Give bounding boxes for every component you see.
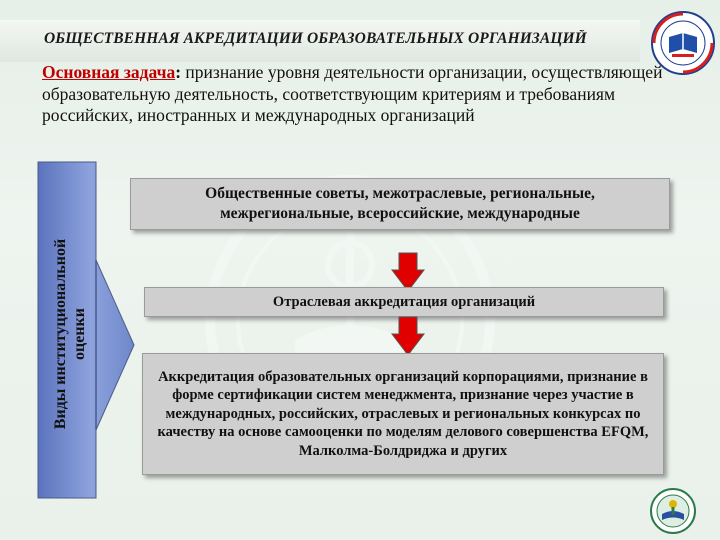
level-box-text: Аккредитация образовательных организаций корпорациями, признание в форме сертификации систем менеджмента, признание через участие в международных, российских, отраслевых и региональных конкурсах по качеству на основе самооценки по моделям делового совершенства EFQM, Малколма-Болдриджа и других	[157, 368, 649, 459]
down-arrow-icon	[391, 252, 425, 292]
main-task-colon: :	[175, 62, 182, 82]
level-box-industry-accreditation	[144, 287, 664, 317]
level-box-public-councils	[130, 178, 670, 230]
side-label-line-2: оценки	[71, 308, 89, 360]
down-arrow-icon	[391, 316, 425, 356]
main-task-body: признание уровня деятельности организации, осуществляющей образовательную деятельность, соответствующим критериям и требованиям российских, иностранных и международных организаций	[42, 62, 663, 125]
side-label-line-1: Виды институциональной	[52, 238, 70, 430]
education-emblem-logo	[650, 488, 696, 534]
level-box-text: Общественные советы, межотраслевые, региональные, межрегиональные, всероссийские, международные	[205, 185, 595, 222]
level-box-text: Отраслевая аккредитация организаций	[272, 293, 536, 310]
main-task-label: Основная задача	[42, 62, 176, 82]
main-task-text	[42, 62, 672, 127]
level-box-corporate-accreditation	[142, 353, 664, 475]
side-label	[40, 176, 100, 492]
page-title: ОБЩЕСТВЕННАЯ АКРЕДИТАЦИИ ОБРАЗОВАТЕЛЬНЫХ ОРГАНИЗАЦИЙ	[44, 30, 587, 47]
